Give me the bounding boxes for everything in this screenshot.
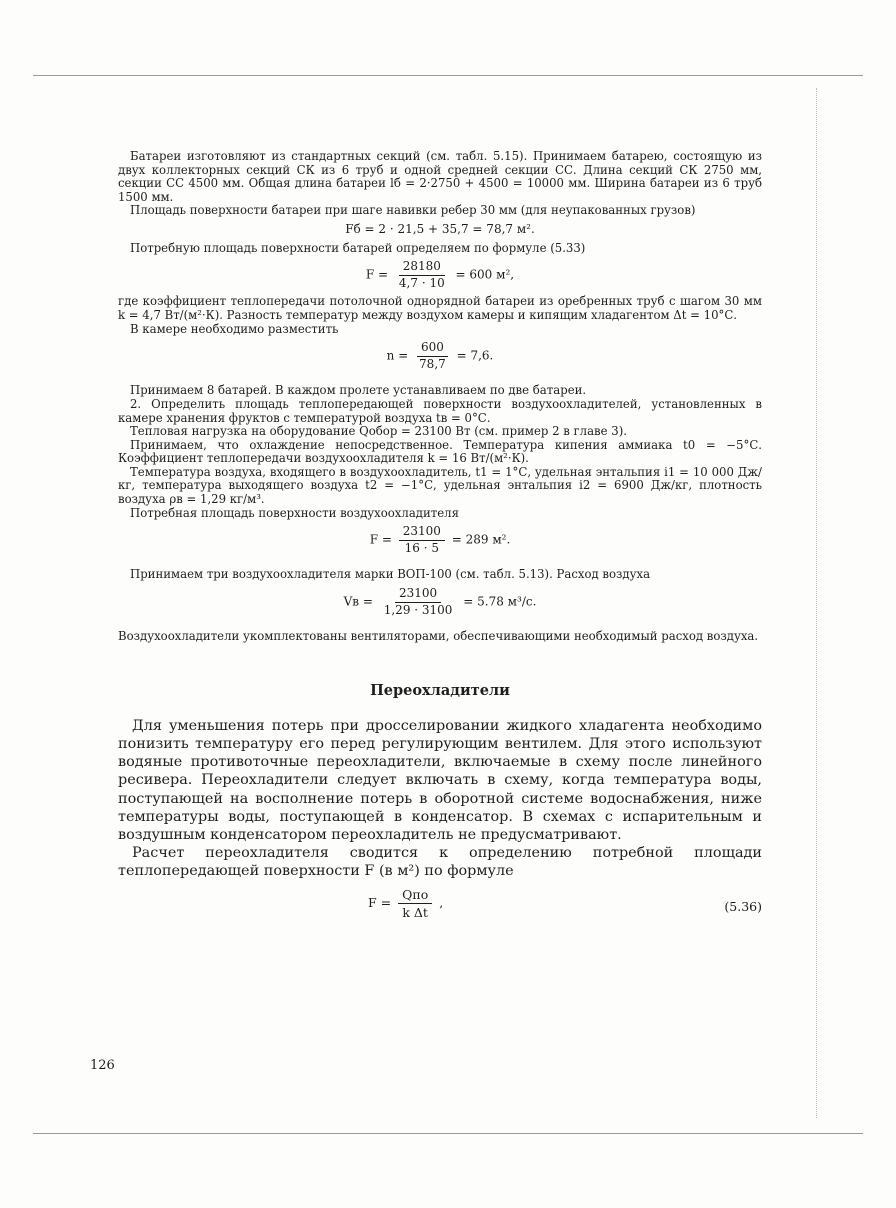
page-content xyxy=(118,150,762,927)
denominator: 78,7 xyxy=(419,356,446,371)
denominator: 1,29 · 3100 xyxy=(383,602,453,617)
paragraph: Принимаем 8 батарей. В каждом пролете устанавливаем по две батареи. xyxy=(130,383,587,398)
formula-rhs: = 7,6. xyxy=(456,348,494,363)
formula-lhs: F = xyxy=(369,532,392,547)
paragraph: Воздухоохладители укомплектованы вентиляторами, обеспечивающими необходимый расход воздуха. xyxy=(118,629,759,644)
formula-lhs: n = xyxy=(386,348,409,363)
formula-f1: Fб = 2 · 21,5 + 35,7 = 78,7 м². xyxy=(345,221,535,236)
formula-rhs: , xyxy=(439,894,444,910)
paragraph: Потребная площадь поверхности воздухоохладителя xyxy=(130,505,459,520)
paragraph: Площадь поверхности батареи при шаге навивки ребер 30 мм (для неупакованных грузов) xyxy=(130,203,696,218)
bottom-rule xyxy=(33,1133,863,1134)
numerator: 600 xyxy=(417,341,448,357)
denominator: k Δt xyxy=(402,904,428,920)
formula-rhs: = 289 м². xyxy=(451,532,511,547)
formula-f6 xyxy=(368,887,443,920)
example-text xyxy=(118,150,762,644)
formula-lhs: F = xyxy=(368,894,392,910)
formula-lhs: Vв = xyxy=(343,594,373,609)
fraction xyxy=(395,260,449,290)
section-body xyxy=(118,717,762,881)
paragraph: Температура воздуха, входящего в воздухоохладитель, t1 = 1°С, удельная энтальпия i1 = 10 000 Дж/кг, температура выходящего воздуха t2 = −1°С, удельная энтальпия i2 = 6900 Дж/кг, плотность воздуха ρв = 1,29 кг/м³. xyxy=(118,464,762,507)
formula-rhs: = 5.78 м³/с. xyxy=(463,594,537,609)
paragraph: Для уменьшения потерь при дросселировании жидкого хладагента необходимо понизить температуру его перед регулирующим вентилем. Для этого используют водяные противоточные переохладители, включаемые в схему после линейного ресивера. Переохладители следует включать в схему, когда температура воды, поступающей на восполнение потерь в оборотной системе водоснабжения, ниже температуры воды, поступающей в конденсатор. В схемах с испарительным и воздушным конденсатором переохладитель не предусматривают. xyxy=(118,717,762,844)
paragraph: Потребную площадь поверхности батарей определяем по формуле (5.33) xyxy=(130,240,586,255)
formula-f4 xyxy=(118,525,762,555)
paragraph: Батареи изготовляют из стандартных секций (см. табл. 5.15). Принимаем батарею, состоящую из двух коллекторных секций СК из 6 труб и одной средней секции СС. Длина секций СК 2750 мм, секции СС 4500 мм. Общая длина батареи lб = 2·2750 + 4500 = 10000 мм. Ширина батареи из 6 труб 1500 мм. xyxy=(118,149,762,204)
numerator: Qпо xyxy=(398,887,432,904)
numerator: 23100 xyxy=(395,587,441,603)
formula-rhs: = 600 м², xyxy=(455,267,515,282)
paragraph: Тепловая нагрузка на оборудование Qобор = 23100 Вт (см. пример 2 в главе 3). xyxy=(130,424,627,439)
numerator: 28180 xyxy=(399,260,445,276)
fraction xyxy=(415,341,450,371)
denominator: 4,7 · 10 xyxy=(398,275,445,290)
top-rule xyxy=(33,75,863,76)
page-edge xyxy=(816,88,823,1118)
denominator: 16 · 5 xyxy=(404,540,439,555)
fraction xyxy=(399,525,445,555)
numerator: 23100 xyxy=(399,525,445,541)
formula-lhs: F = xyxy=(365,267,389,282)
formula-f2 xyxy=(118,260,762,290)
paragraph: Принимаем, что охлаждение непосредственное. Температура кипения аммиака t0 = −5°С. Коэффициент теплопередачи воздухоохладителя k = 16 Вт/(м²·К). xyxy=(118,437,762,466)
page-number: 126 xyxy=(90,1058,115,1073)
equation-5-36 xyxy=(118,887,762,927)
paragraph: В камере необходимо разместить xyxy=(130,321,339,336)
fraction xyxy=(398,887,432,920)
paragraph: Расчет переохладителя сводится к определению потребной площади теплопередающей поверхности F (в м²) по формуле xyxy=(118,845,762,880)
fraction xyxy=(380,587,457,617)
equation-number: (5.36) xyxy=(724,898,762,914)
paragraph: 2. Определить площадь теплопередающей поверхности воздухоохладителей, установленных в камере хранения фруктов с температурой воздуха tв = 0°С. xyxy=(118,396,762,425)
formula-f3 xyxy=(118,341,762,371)
paragraph: Принимаем три воздухоохладителя марки ВОП-100 (см. табл. 5.13). Расход воздуха xyxy=(130,567,651,582)
formula-f5 xyxy=(118,587,762,617)
section-heading: Переохладители xyxy=(370,681,510,699)
paragraph: где коэффициент теплопередачи потолочной однорядной батареи из оребренных труб с шагом 30 мм k = 4,7 Вт/(м²·К). Разность температур между воздухом камеры и кипящим хладагентом Δt = 10°С. xyxy=(118,294,762,322)
